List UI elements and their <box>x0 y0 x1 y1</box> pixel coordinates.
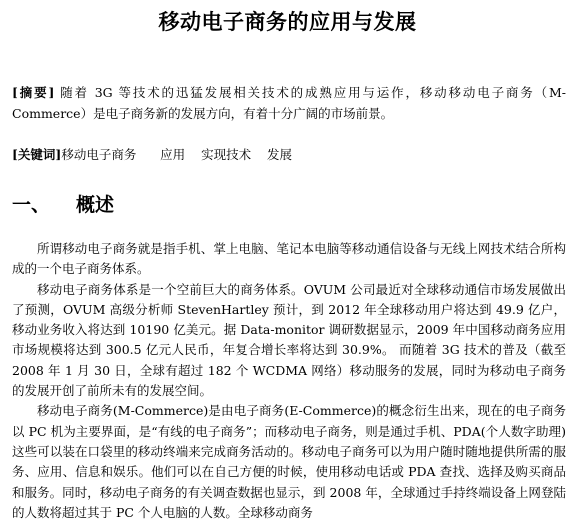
paragraph: 移动电子商务(M-Commerce)是由电子商务(E-Commerce)的概念衍生出来，现在的电子商务以 PC 机为主要界面，是“有线的电子商务”；而移动电子商务，则是通过手机、PDA(个人数字助理)这些可以装在口袋里的移动终端来完成商务活动的。移动电子商务可以为用户随时随地提供所需的服务、应用、信息和娱乐。他们可以在自己方便的时候，使用移动电话或 PDA 查找、选择及购买商品和服务。同时，移动电子商务的有关调查数据也显示，到 2008 年，全球通过手持终端设备上网登陆的人数将超过其于 PC 个人电脑的人数。全球移动商务 <box>12 403 566 520</box>
abstract-label: [摘要] <box>12 85 55 100</box>
abstract-text: 随着 3G 等技术的迅猛发展相关技术的成熟应用与运作，移动移动电子商务（M-Commerce）是电子商务新的发展方向，有着十分广阔的市场前景。 <box>12 85 566 121</box>
abstract <box>12 82 566 124</box>
paragraph: 所谓移动电子商务就是指手机、掌上电脑、笔记本电脑等移动通信设备与无线上网技术结合所构成的一个电子商务体系。 <box>12 241 566 277</box>
section-number: 一、 <box>12 194 51 216</box>
paragraph: 移动电子商务体系是一个空前巨大的商务体系。OVUM 公司最近对全球移动通信市场发展做出了预测，OVUM 高级分析师 StevenHartley 预计，到 2012 年全球移动用户将达到 49.9 亿户，移动业务收入将达到 10190 亿美元。据 Data-monitor 调研数据显示，2009 年中国移动商务应用市场规模将达到 300.5 亿元人民币，年复合增长率将达到 30.9%。 而随着 3G 技术的普及（截至 2008 年 1 月 30 日，全球有超过 182 个 WCDMA 网络）移动服务的发展，同时为移动电子商务的发展开创了前所未有的发展空间。 <box>12 281 566 399</box>
keywords <box>12 145 566 165</box>
keywords-label: [关键词] <box>12 147 62 162</box>
section-heading <box>12 190 114 217</box>
section-title: 概述 <box>76 194 115 216</box>
document-title: 移动电子商务的应用与发展 <box>158 10 417 34</box>
section-body <box>12 239 566 520</box>
keywords-text: 移动电子商务 应用 实现技术 发展 <box>61 147 292 162</box>
